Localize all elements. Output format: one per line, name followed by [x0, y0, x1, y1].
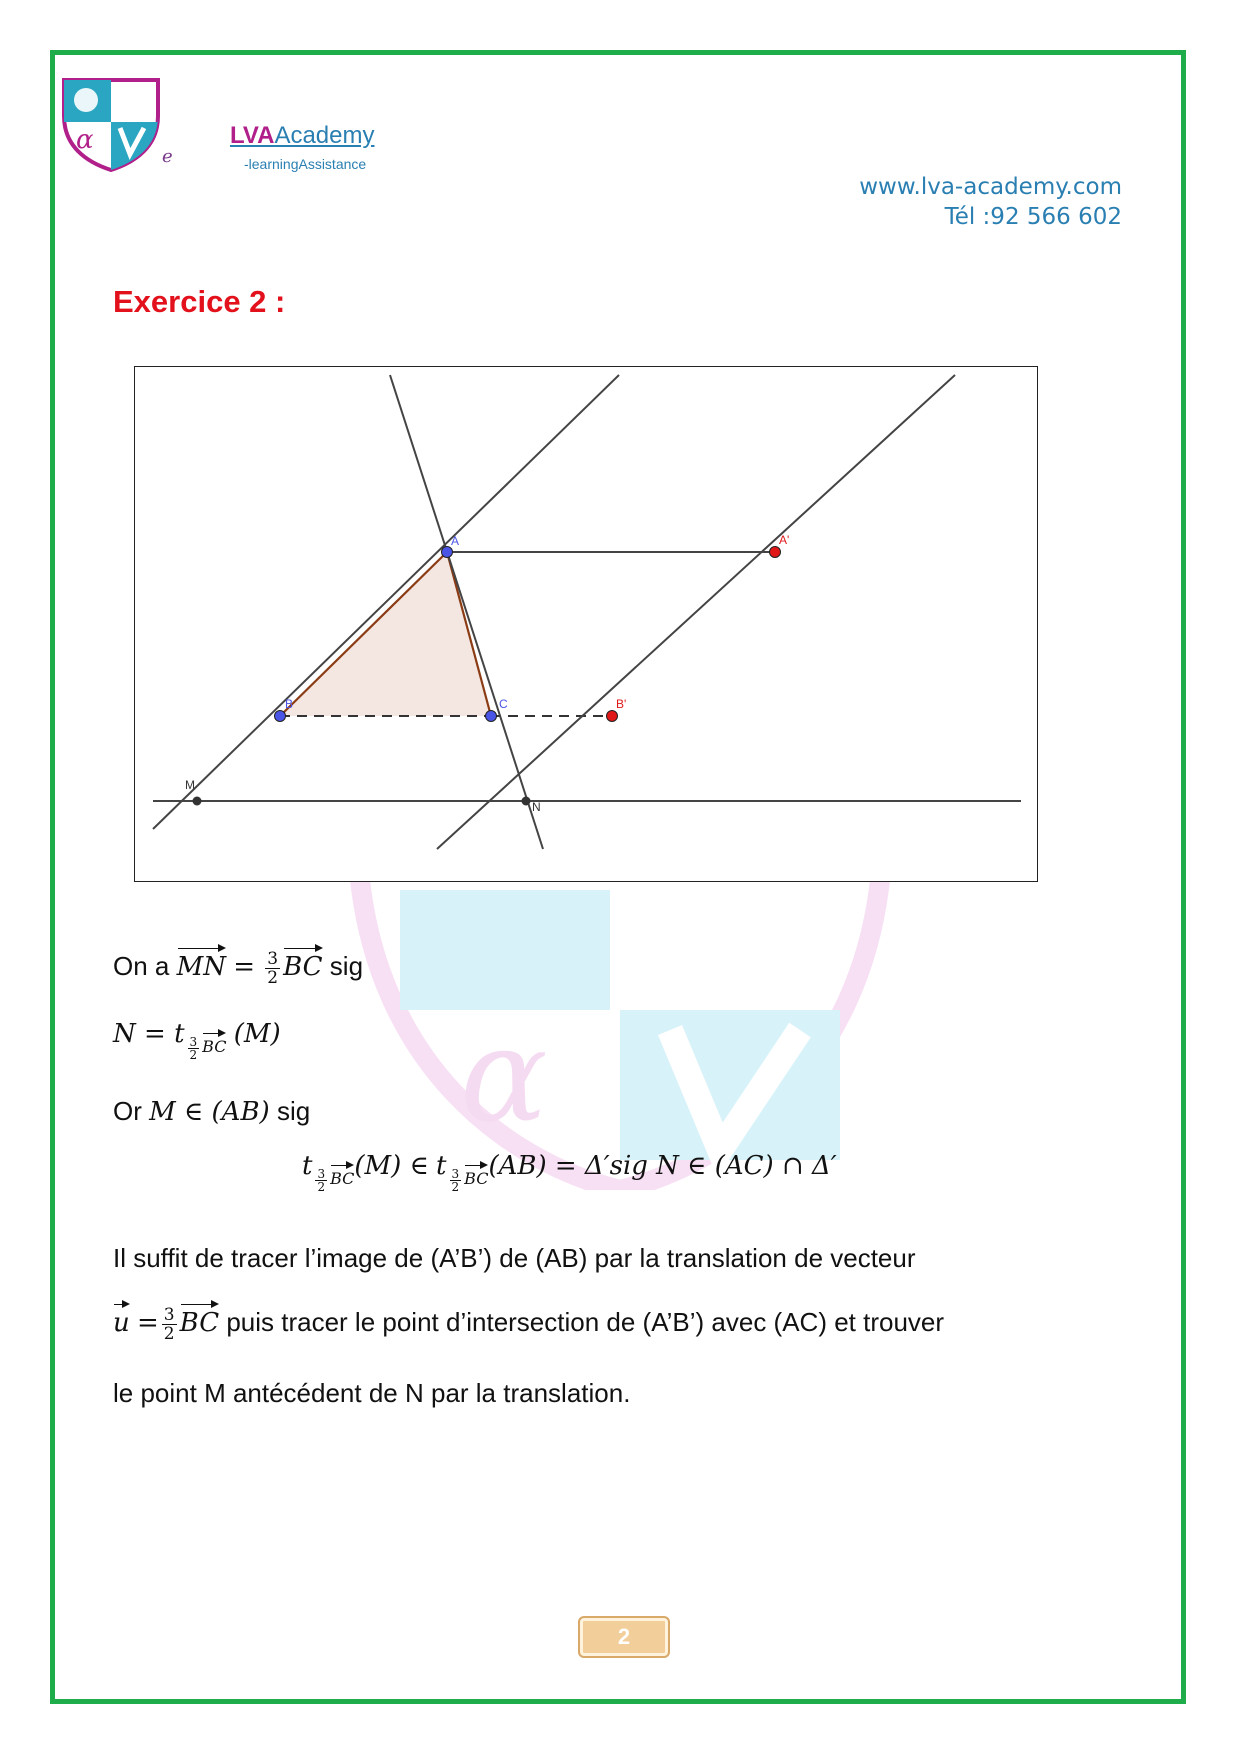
- geometry-svg: [135, 367, 1038, 882]
- point-n: [522, 797, 531, 806]
- exercise-title: Exercice 2 :: [113, 284, 286, 319]
- triangle-abc-fill: [280, 552, 491, 716]
- translation-subscript: 3 2 BC: [185, 1039, 227, 1056]
- label-b: B: [285, 697, 294, 711]
- content-line-4: t $_{\frac{3}{2} BC}$(M) ∈ t $_{\frac{3}{2} BC}$(AB) = Δ′sig N ∈ (AC) ∩ Δ′: [302, 1151, 837, 1194]
- point-a-prime: [770, 547, 781, 558]
- label-c: C: [499, 697, 508, 711]
- point-m: [193, 797, 202, 806]
- content-line-6: u = $\frac{3}{2}$ BC puis tracer le point d’intersection de (A’B’) avec (AC) et trouver: [113, 1300, 944, 1343]
- page-number: 2: [578, 1616, 670, 1658]
- label-a: A: [451, 534, 460, 548]
- vector-bc: BC: [283, 944, 322, 982]
- point-c: [486, 711, 497, 722]
- content-line-1: On a MN = $\frac{3}{2}$ BC sig: [113, 944, 363, 987]
- label-b-prime: B': [616, 697, 627, 711]
- point-b: [275, 711, 286, 722]
- contact-block: [859, 172, 1122, 232]
- label-a-prime: A': [779, 533, 790, 547]
- geometry-figure: [134, 366, 1038, 882]
- watermark-logo: [340, 860, 900, 1190]
- label-n: N: [532, 800, 541, 814]
- svg-text:α: α: [460, 999, 548, 1151]
- fraction-3-2: $\frac{3}{2}$: [267, 948, 279, 988]
- phone-number: Tél :92 566 602: [944, 204, 1122, 230]
- logo-e-letter: e: [162, 146, 173, 167]
- content-line-2: N = t $_{\frac{3}{2} BC}$ (M): [113, 1019, 281, 1062]
- brand-name[interactable]: [230, 122, 374, 150]
- brand-lv: LVA: [230, 122, 275, 149]
- line-a-prime-b-prime: [437, 375, 955, 849]
- website-link[interactable]: www.lva-academy.com: [859, 174, 1122, 200]
- content-line-3: Or M ∈ (AB) sig: [113, 1096, 311, 1127]
- vector-u: u: [113, 1300, 130, 1338]
- content-line-7: le point M antécédent de N par la translation.: [113, 1378, 631, 1408]
- line-ab: [153, 375, 619, 829]
- svg-text:α: α: [76, 125, 94, 155]
- brand-tagline: -learningAssistance: [244, 156, 367, 172]
- vector-mn: MN: [177, 944, 226, 982]
- point-a: [442, 547, 453, 558]
- label-m: M: [185, 778, 195, 792]
- brand-academy: Academy: [274, 122, 375, 149]
- point-b-prime: [607, 711, 618, 722]
- lva-logo-shield: [58, 76, 164, 172]
- content-line-5: Il suffit de tracer l’image de (A’B’) de (AB) par la translation de vecteur: [113, 1243, 916, 1273]
